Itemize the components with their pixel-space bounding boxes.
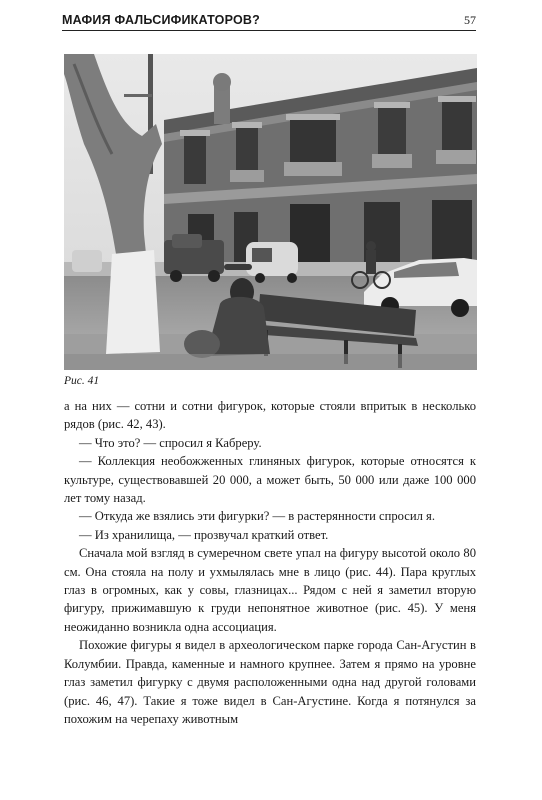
photo-illustration (64, 54, 477, 370)
page-number: 57 (464, 13, 476, 27)
body-text (64, 397, 476, 728)
page-header (62, 12, 476, 31)
paragraph: — Откуда же взялись эти фигурки? — в растерянности спросил я. (79, 509, 435, 524)
paragraph: — Коллекция необожженных глиняных фигурок, которые относятся к культуре, существовавшей 20 000, а может быть, 50 000 или даже 100 000 лет тому назад. (64, 454, 476, 506)
street-photo (64, 54, 477, 370)
paragraph: а на них — сотни и сотни фигурок, которые стояли впритык в несколько рядов (рис. 42, 43). (64, 399, 476, 432)
paragraph: — Из хранилища, — прозвучал краткий ответ. (79, 527, 329, 542)
figure-caption: Рис. 41 (64, 375, 100, 387)
paragraph: Похожие фигуры я видел в археологическом парке города Сан-Агустин в Колумбии. Правда, каменные и намного крупнее. Затем я прямо на уровне глаз заметил фигурку с двумя расположенными одна над другой головами (рис. 46, 47). Такие я тоже видел в Сан-Агустине. Когда я потянулся за похожим на черепаху животным (64, 638, 476, 726)
paragraph: Сначала мой взгляд в сумеречном свете упал на фигуру высотой около 80 см. Она стояла на полу и ухмылялась мне в лицо (рис. 44). Пара круглых глаз в огромных, как у совы, глазницах... Рядом с ней я заметил вторую фигуру, прижимавшую к груди непонятное животное (рис. 45). У меня неожиданно возникла одна ассоциация. (64, 546, 476, 634)
paragraph: — Что это? — спросил я Кабреру. (79, 435, 262, 450)
running-title: МАФИЯ ФАЛЬСИФИКАТОРОВ? (62, 13, 260, 27)
